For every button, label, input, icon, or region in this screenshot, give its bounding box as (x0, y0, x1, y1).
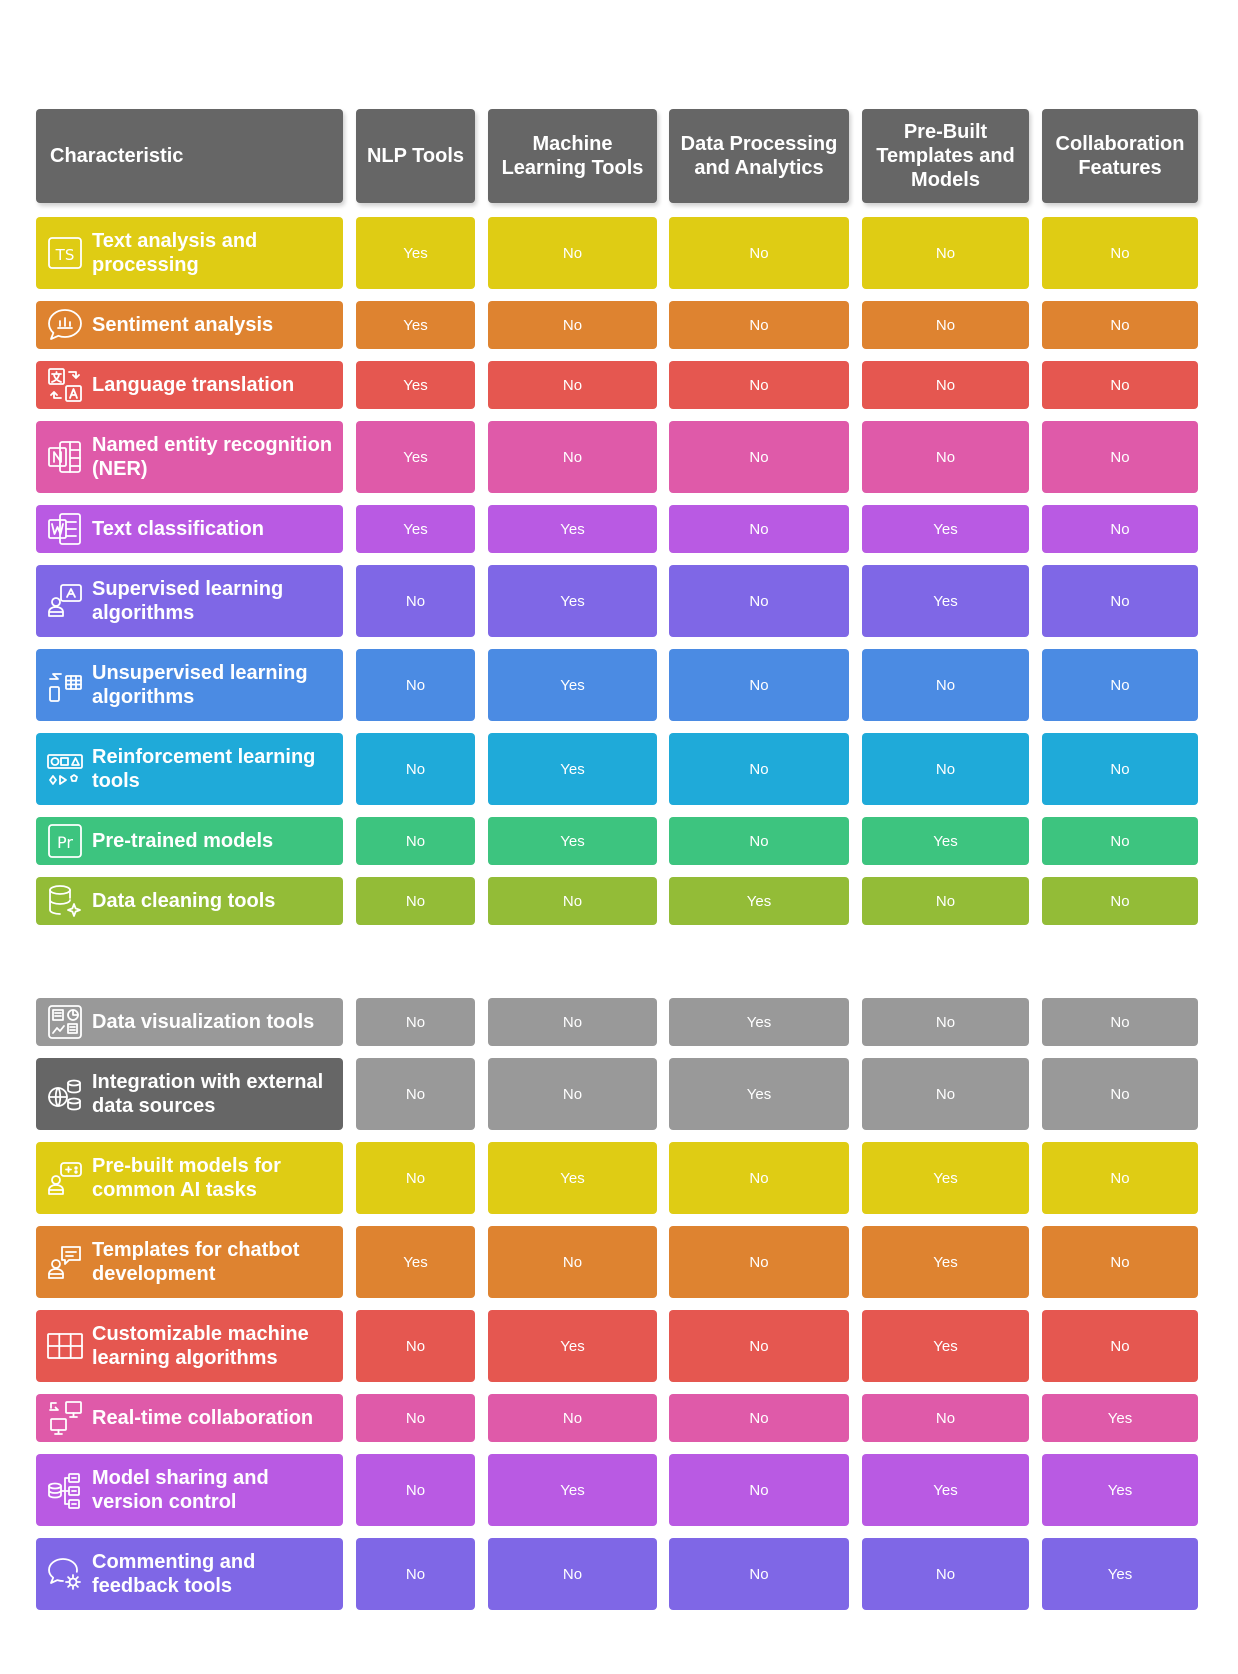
value-cell: Yes (1042, 1538, 1198, 1610)
row-label-text: Pre-built models for common AI tasks (92, 1155, 281, 1201)
value-cell: No (356, 1058, 475, 1130)
value-cell: No (669, 217, 849, 289)
value-cell: Yes (488, 1310, 657, 1382)
value-cell: No (1042, 998, 1198, 1046)
shapes-icon (46, 750, 84, 788)
row-label-text: Pre-trained models (92, 830, 274, 852)
header-characteristic (36, 109, 343, 203)
value-cell: Yes (669, 1058, 849, 1130)
value-cell: No (1042, 421, 1198, 493)
translate-icon (46, 366, 84, 404)
value-cell: No (356, 1310, 475, 1382)
header-text: Pre-Built Templates and Models (876, 121, 1015, 191)
value-cell: Yes (669, 877, 849, 925)
value-cell: Yes (488, 649, 657, 721)
person-board-icon (46, 582, 84, 620)
row-label-sentiment-analysis (36, 301, 343, 349)
phone-grid-icon (46, 666, 84, 704)
value-cell: No (862, 877, 1029, 925)
value-cell: Yes (488, 1142, 657, 1214)
value-cell: No (1042, 301, 1198, 349)
value-cell: No (1042, 733, 1198, 805)
row-label-text-analysis-and-processing (36, 217, 343, 289)
value-cell: Yes (669, 998, 849, 1046)
value-cell: No (862, 421, 1029, 493)
row-label-text: Language translation (92, 374, 295, 396)
value-cell: No (669, 505, 849, 553)
value-cell: No (669, 649, 849, 721)
row-label-supervised-learning-algorithms (36, 565, 343, 637)
value-cell: No (356, 565, 475, 637)
value-cell: Yes (488, 565, 657, 637)
value-cell: No (1042, 361, 1198, 409)
row-label-customizable-machine-learning-algorithms (36, 1310, 343, 1382)
value-cell: No (1042, 1058, 1198, 1130)
value-cell: No (669, 1538, 849, 1610)
value-cell: No (1042, 565, 1198, 637)
value-cell: No (356, 998, 475, 1046)
grid-icon (46, 1327, 84, 1365)
value-cell: Yes (862, 1454, 1029, 1526)
value-cell: Yes (862, 1226, 1029, 1298)
row-label-text: Data cleaning tools (92, 890, 276, 912)
value-cell: No (862, 1394, 1029, 1442)
value-cell: No (669, 1142, 849, 1214)
value-cell: Yes (356, 301, 475, 349)
value-cell: No (356, 1454, 475, 1526)
value-cell: Yes (862, 817, 1029, 865)
value-cell: No (862, 1058, 1029, 1130)
value-cell: Yes (1042, 1454, 1198, 1526)
header-text: NLP Tools (366, 145, 465, 167)
value-cell: No (1042, 505, 1198, 553)
value-cell: No (488, 1058, 657, 1130)
row-label-text: Text analysis and processing (92, 230, 258, 276)
row-label-templates-for-chatbot-development (36, 1226, 343, 1298)
value-cell: No (488, 1394, 657, 1442)
header-text: Machine Learning Tools (501, 133, 644, 179)
row-label-text: Named entity recognition (NER) (92, 434, 333, 480)
value-cell: No (669, 301, 849, 349)
row-label-unsupervised-learning-algorithms (36, 649, 343, 721)
header-collaboration-features (1042, 109, 1198, 203)
value-cell: No (488, 877, 657, 925)
row-label-pre-trained-models (36, 817, 343, 865)
value-cell: No (1042, 1142, 1198, 1214)
row-label-text: Sentiment analysis (92, 314, 274, 336)
value-cell: No (862, 998, 1029, 1046)
database-tree-icon (46, 1471, 84, 1509)
value-cell: No (669, 733, 849, 805)
value-cell: No (488, 421, 657, 493)
value-cell: Yes (488, 1454, 657, 1526)
header-data-processing-and-analytics (669, 109, 849, 203)
row-label-language-translation (36, 361, 343, 409)
header-text: Characteristic (50, 145, 184, 167)
header-machine-learning-tools (488, 109, 657, 203)
value-cell: No (488, 361, 657, 409)
person-gamepad-icon (46, 1159, 84, 1197)
row-label-text: Data visualization tools (92, 1011, 315, 1033)
value-cell: No (356, 1394, 475, 1442)
value-cell: No (669, 817, 849, 865)
chat-gear-icon (46, 1555, 84, 1593)
value-cell: No (356, 733, 475, 805)
value-cell: No (669, 1310, 849, 1382)
header-nlp-tools (356, 109, 475, 203)
value-cell: No (1042, 1226, 1198, 1298)
svg-text:TS: TS (55, 246, 75, 264)
row-label-text: Real-time collaboration (92, 1407, 314, 1429)
value-cell: Yes (488, 817, 657, 865)
value-cell: No (669, 1226, 849, 1298)
row-label-integration-with-external-data-sources (36, 1058, 343, 1130)
row-label-named-entity-recognition-ner (36, 421, 343, 493)
row-label-text: Text classification (92, 518, 264, 540)
row-label-reinforcement-learning-tools (36, 733, 343, 805)
value-cell: No (862, 1538, 1029, 1610)
monitors-sync-icon (46, 1399, 84, 1437)
value-cell: No (356, 877, 475, 925)
value-cell: No (488, 998, 657, 1046)
value-cell: No (669, 361, 849, 409)
row-label-text: Templates for chatbot development (92, 1239, 300, 1285)
row-label-text: Model sharing and version control (92, 1467, 269, 1513)
pr-icon (46, 822, 84, 860)
row-label-text: Supervised learning algorithms (92, 578, 284, 624)
header-pre-built-templates-and-models (862, 109, 1029, 203)
value-cell: No (488, 1538, 657, 1610)
value-cell: Yes (356, 361, 475, 409)
value-cell: No (356, 649, 475, 721)
row-label-text: Customizable machine learning algorithms (92, 1323, 309, 1369)
row-label-text: Commenting and feedback tools (92, 1551, 256, 1597)
value-cell: No (356, 1142, 475, 1214)
row-label-model-sharing-and-version-control (36, 1454, 343, 1526)
value-cell: Yes (356, 1226, 475, 1298)
value-cell: Yes (862, 505, 1029, 553)
value-cell: No (669, 565, 849, 637)
value-cell: No (862, 649, 1029, 721)
value-cell: No (669, 1394, 849, 1442)
value-cell: No (488, 217, 657, 289)
row-label-pre-built-models-for-common-ai-tasks (36, 1142, 343, 1214)
value-cell: No (669, 421, 849, 493)
row-label-text: Reinforcement learning tools (92, 746, 316, 792)
row-label-data-cleaning-tools (36, 877, 343, 925)
dashboard-icon (46, 1003, 84, 1041)
value-cell: No (1042, 817, 1198, 865)
value-cell: Yes (356, 505, 475, 553)
value-cell: No (669, 1454, 849, 1526)
header-text: Data Processing and Analytics (680, 133, 838, 179)
value-cell: No (488, 301, 657, 349)
value-cell: No (1042, 649, 1198, 721)
header-text: Collaboration Features (1055, 133, 1185, 179)
globe-database-icon (46, 1075, 84, 1113)
value-cell: No (1042, 877, 1198, 925)
onenote-icon (46, 438, 84, 476)
value-cell: No (1042, 217, 1198, 289)
value-cell: No (862, 361, 1029, 409)
database-sparkle-icon (46, 882, 84, 920)
value-cell: No (356, 1538, 475, 1610)
value-cell: Yes (488, 505, 657, 553)
value-cell: Yes (862, 1142, 1029, 1214)
value-cell: No (862, 301, 1029, 349)
value-cell: Yes (862, 565, 1029, 637)
chat-chart-icon (46, 306, 84, 344)
row-label-text: Integration with external data sources (92, 1071, 324, 1117)
value-cell: No (862, 733, 1029, 805)
value-cell: No (488, 1226, 657, 1298)
value-cell: No (356, 817, 475, 865)
row-label-data-visualization-tools (36, 998, 343, 1046)
word-doc-icon (46, 510, 84, 548)
value-cell: No (862, 217, 1029, 289)
row-label-real-time-collaboration (36, 1394, 343, 1442)
row-label-text-classification (36, 505, 343, 553)
value-cell: Yes (356, 217, 475, 289)
value-cell: Yes (862, 1310, 1029, 1382)
value-cell: Yes (488, 733, 657, 805)
row-label-text: Unsupervised learning algorithms (92, 662, 308, 708)
value-cell: Yes (356, 421, 475, 493)
ts-icon (46, 234, 84, 272)
row-label-commenting-and-feedback-tools (36, 1538, 343, 1610)
person-chat-icon (46, 1243, 84, 1281)
value-cell: Yes (1042, 1394, 1198, 1442)
value-cell: No (1042, 1310, 1198, 1382)
svg-text:Pr: Pr (57, 833, 73, 852)
